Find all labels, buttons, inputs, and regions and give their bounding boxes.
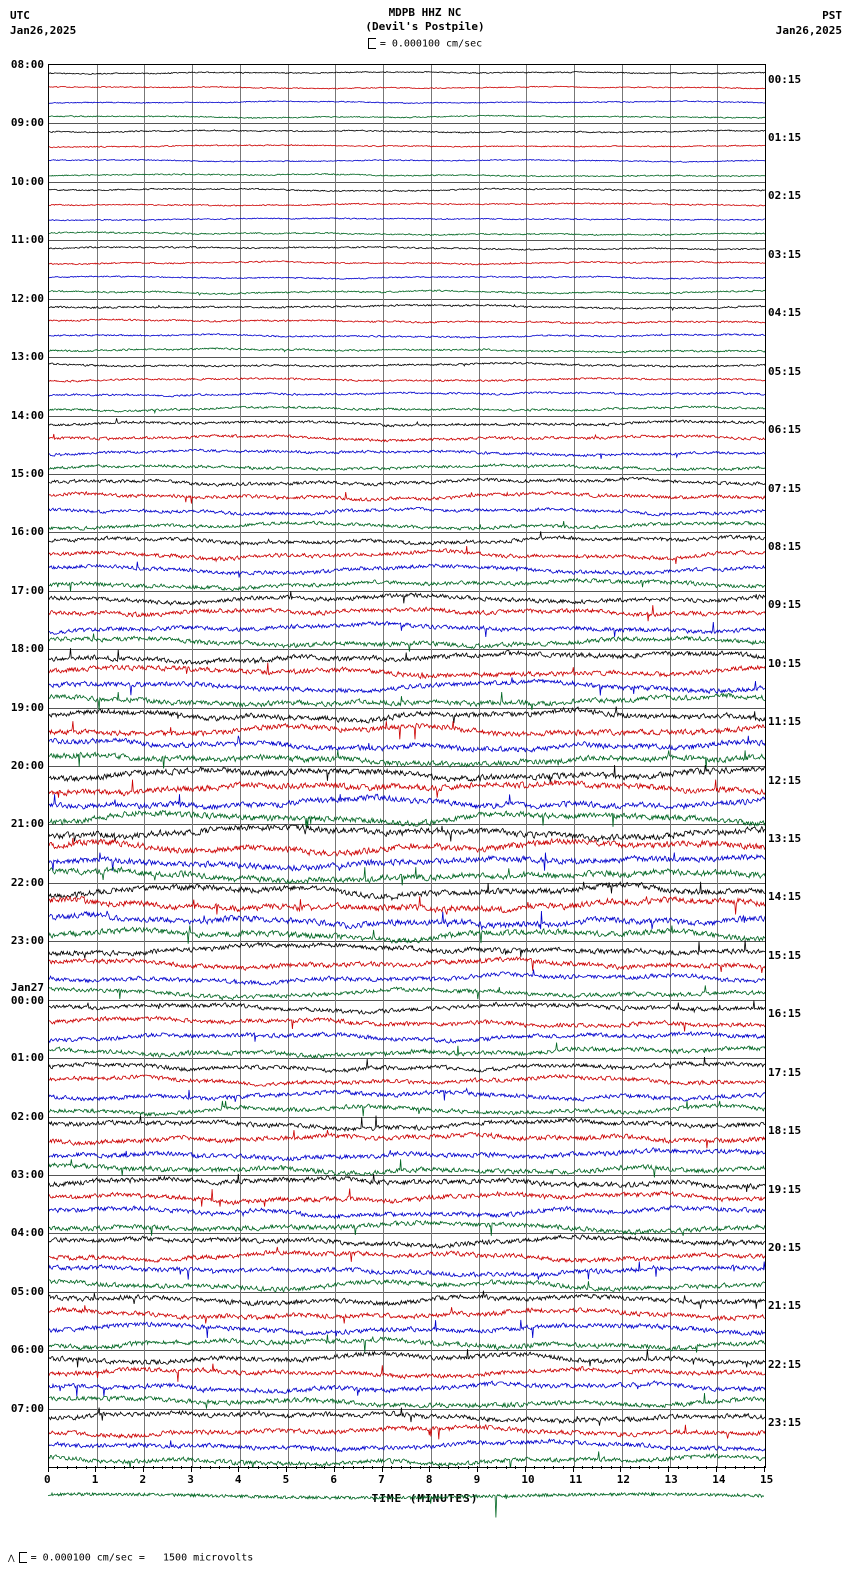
trace-row [49,780,765,798]
x-axis-tick [238,1466,239,1472]
y-axis-label-right: 22:15 [768,1357,802,1371]
y-axis-label-right: 11:15 [768,715,802,729]
y-axis-label-left: 00:00 [10,993,44,1007]
trace-row [49,579,765,592]
trace-row [49,1247,765,1262]
y-axis-label-left: 11:00 [10,233,44,247]
x-axis-tick-label: 2 [139,1473,147,1486]
header-right-timezone-block [776,8,842,38]
chart-header [0,0,850,60]
x-axis-minor-tick [563,1466,564,1469]
x-axis-tick [764,1466,765,1472]
trace-row [49,492,765,504]
y-axis-label-right: 08:15 [768,539,802,553]
y-axis-label-right: 05:15 [768,364,802,378]
trace-row [49,276,765,279]
y-axis-label-right: 01:15 [768,131,802,145]
x-axis-minor-tick [401,1466,402,1469]
trace-row [49,1206,765,1219]
trace-row [49,1159,765,1177]
x-axis-minor-tick [153,1466,154,1469]
x-axis-tick-label: 13 [664,1473,678,1486]
trace-row [49,1016,765,1031]
trace-row [49,130,765,133]
x-axis-tick-label: 10 [521,1473,535,1486]
trace-row [49,663,765,679]
y-axis-label-left: 01:00 [10,1051,44,1065]
trace-row [49,882,765,900]
trace-row [49,794,765,809]
y-axis-label-right: 21:15 [768,1299,802,1313]
trace-row [49,531,765,545]
trace-row [49,622,765,638]
y-axis-label-left: 13:00 [10,350,44,364]
trace-row [49,750,765,768]
x-axis-minor-tick [114,1466,115,1469]
y-axis-label-right: 14:15 [768,890,802,904]
footer-micro-symbol: ⋀ [8,1553,15,1563]
y-axis-label-right: 17:15 [768,1065,802,1079]
trace-row [49,911,765,929]
y-axis-label-left: 02:00 [10,1109,44,1123]
y-axis-label-right: 00:15 [768,72,802,86]
trace-row [49,507,765,516]
trace-row [49,1262,765,1280]
y-axis-label-right: 10:15 [768,656,802,670]
trace-row [49,1057,765,1072]
x-axis-minor-tick [172,1466,173,1469]
x-axis-minor-tick [725,1466,726,1469]
x-axis-minor-tick [639,1466,640,1469]
x-axis-tick [525,1466,526,1472]
x-axis-tick [382,1466,383,1472]
x-axis-minor-tick [649,1466,650,1469]
trace-row [49,605,765,621]
x-axis-minor-tick [324,1466,325,1469]
x-axis-minor-tick [200,1466,201,1469]
header-title-block [0,6,850,34]
helicorder-traces [49,65,765,1467]
y-axis-label-right: 18:15 [768,1124,802,1138]
trace-row [49,434,765,442]
x-axis-minor-tick [391,1466,392,1469]
trace-row [49,707,765,724]
page-subtitle: (Devil's Postpile) [365,20,485,33]
y-axis-label-left: 03:00 [10,1167,44,1181]
scale-label: = 0.000100 cm/sec [379,38,483,50]
trace-row [49,985,765,999]
x-axis-minor-tick [343,1466,344,1469]
trace-row [49,838,765,856]
trace-row [49,1189,765,1207]
trace-row [49,188,765,192]
x-axis-tick [429,1466,430,1472]
x-axis-minor-tick [630,1466,631,1469]
trace-row [49,334,765,339]
trace-row [49,418,765,427]
header-left-timezone: UTC [10,9,30,22]
y-axis-label-left: 05:00 [10,1284,44,1298]
y-axis-label-left: 16:00 [10,525,44,539]
x-axis-minor-tick [353,1466,354,1469]
trace-row [49,1439,765,1451]
y-axis-label-left: 14:00 [10,408,44,422]
trace-row [49,957,765,973]
trace-row [49,853,765,871]
x-axis-minor-tick [420,1466,421,1469]
x-axis-tick-label: 7 [378,1473,385,1486]
header-right-date: Jan26,2025 [775,24,842,37]
trace-row [49,1349,765,1367]
x-axis-tick [334,1466,335,1472]
x-axis-minor-tick [553,1466,554,1469]
trace-row [49,115,765,118]
x-axis-tick [143,1466,144,1472]
x-axis-tick-label: 11 [569,1473,583,1486]
y-axis-label-left: 12:00 [10,291,44,305]
x-axis-tick-label: 0 [44,1473,51,1486]
trace-row [49,1001,765,1014]
x-axis-minor-tick [706,1466,707,1469]
trace-row [49,867,765,885]
x-axis-minor-tick [592,1466,593,1469]
trace-row [49,1235,765,1248]
x-axis-tick-label: 8 [425,1473,433,1486]
x-axis-minor-tick [410,1466,411,1469]
y-axis-label-left: 06:00 [10,1343,44,1357]
page-title: MDPB HHZ NC [388,6,462,19]
trace-row [49,449,765,459]
trace-row [49,1043,765,1058]
x-axis-minor-tick [277,1466,278,1469]
trace-row [49,1393,765,1409]
x-axis-minor-tick [267,1466,268,1469]
x-axis-minor-tick [496,1466,497,1469]
x-axis-minor-tick [754,1466,755,1469]
x-axis-tick [191,1466,192,1472]
trace-row [49,896,765,914]
x-axis-minor-tick [506,1466,507,1469]
trace-row [49,1101,765,1116]
trace-row [49,348,765,353]
x-axis-minor-tick [544,1466,545,1469]
trace-row [49,1280,765,1292]
y-axis-label-left: 21:00 [10,817,44,831]
trace-row [49,159,765,162]
y-axis-label-right: 02:15 [768,189,802,203]
trace-row [49,1320,765,1338]
x-axis-minor-tick [181,1466,182,1469]
x-axis-minor-tick [468,1466,469,1469]
x-axis-tick [716,1466,717,1472]
y-axis-label-left: 08:00 [10,58,44,71]
x-axis-tick [620,1466,621,1472]
trace-row [49,1451,765,1467]
y-axis-label-left: 17:00 [10,583,44,597]
y-axis-label-right: 19:15 [768,1182,802,1196]
x-axis-minor-tick [658,1466,659,1469]
trace-row [49,677,765,695]
y-axis-label-left-date: Jan27 [10,980,44,994]
x-axis-minor-tick [162,1466,163,1469]
x-axis-tick [573,1466,574,1472]
trace-row [49,648,765,664]
x-axis-minor-tick [124,1466,125,1469]
x-axis-minor-tick [67,1466,68,1469]
trace-row [49,1130,765,1148]
trace-row [49,1425,765,1440]
x-axis-minor-tick [229,1466,230,1469]
footer-scale-suffix: 1500 microvolts [163,1552,254,1564]
trace-row [49,1335,765,1353]
helicorder-plot [48,64,766,1468]
trace-row [49,1364,765,1382]
trace-row [49,1032,765,1043]
x-axis-tick-label: 3 [187,1473,194,1486]
trace-row [49,218,765,221]
header-left-date: Jan26,2025 [10,24,77,37]
trace-row [49,825,765,842]
trace-row [49,546,765,564]
trace-row [49,319,765,324]
x-axis-tick [668,1466,669,1472]
y-axis-label-left: 23:00 [10,934,44,948]
y-axis-label-right: 13:15 [768,832,802,846]
x-axis-tick-label: 1 [91,1473,99,1486]
trace-row [49,591,765,605]
trace-row [49,562,765,578]
overflow-trace [48,1488,764,1534]
x-axis-minor-tick [601,1466,602,1469]
trace-row [49,261,765,265]
y-axis-label-left: 18:00 [10,642,44,656]
trace-row [49,232,765,236]
x-axis-minor-tick [697,1466,698,1469]
y-axis-label-right: 20:15 [768,1240,802,1254]
y-axis-label-right: 07:15 [768,481,802,495]
y-axis-label-right: 12:15 [768,773,802,787]
y-axis-label-right: 23:15 [768,1416,802,1430]
x-axis-minor-tick [305,1466,306,1469]
x-axis-tick-label: 15 [760,1473,774,1486]
x-axis-minor-tick [133,1466,134,1469]
x-axis-minor-tick [315,1466,316,1469]
x-axis-minor-tick [76,1466,77,1469]
trace-row [49,406,765,413]
x-axis-minor-tick [258,1466,259,1469]
y-axis-label-left: 22:00 [10,875,44,889]
trace-row [49,521,765,530]
x-axis-minor-tick [582,1466,583,1469]
x-axis-tick-label: 5 [282,1473,290,1486]
trace-row [49,378,765,383]
trace-row [49,173,765,176]
x-axis-tick-label: 12 [616,1473,631,1486]
trace-row [49,736,765,752]
x-axis-minor-tick [248,1466,249,1469]
x-axis-tick [48,1466,49,1472]
x-axis-tick-label: 14 [712,1473,726,1486]
x-axis-tick [477,1466,478,1472]
trace-row [49,145,765,148]
y-axis-label-left: 09:00 [10,116,44,130]
scale-bar-icon [368,38,376,49]
x-axis-minor-tick [735,1466,736,1469]
footer-scale-note [8,1552,253,1564]
trace-row [49,1174,765,1192]
x-axis-minor-tick [372,1466,373,1469]
x-axis-tick-label: 9 [473,1473,481,1486]
trace-row [49,290,765,295]
trace-row [49,86,765,89]
x-axis-minor-tick [439,1466,440,1469]
trace-row [49,926,765,944]
x-axis-title: TIME (MINUTES) [371,1492,479,1505]
trace-row [49,1089,765,1102]
x-axis-tick [95,1466,96,1472]
x-axis-minor-tick [210,1466,211,1469]
trace-row [49,1305,765,1323]
y-axis-label-right: 04:15 [768,306,802,320]
x-axis-minor-tick [219,1466,220,1469]
y-axis-label-left: 10:00 [10,174,44,188]
y-axis-label-right: 06:15 [768,423,802,437]
x-axis-minor-tick [744,1466,745,1469]
trace-row [49,692,765,710]
trace-row [49,634,765,652]
x-axis-minor-tick [687,1466,688,1469]
x-axis-minor-tick [57,1466,58,1469]
trace-row [49,362,765,367]
trace-row [49,392,765,397]
y-axis-label-left: 20:00 [10,759,44,772]
trace-row [49,304,765,310]
y-axis-label-right: 15:15 [768,948,802,962]
trace-row [49,203,765,206]
y-axis-label-left: 15:00 [10,466,44,480]
x-axis-minor-tick [448,1466,449,1469]
x-axis-minor-tick [458,1466,459,1469]
trace-row [49,721,765,739]
x-axis-minor-tick [515,1466,516,1469]
trace-row [49,1381,765,1397]
trace-row [49,1075,765,1087]
x-axis-minor-tick [105,1466,106,1469]
y-axis-label-left: 19:00 [10,700,44,714]
x-axis-minor-tick [611,1466,612,1469]
trace-row [49,1291,765,1309]
y-axis-label-right: 09:15 [768,598,802,612]
x-axis-minor-tick [86,1466,87,1469]
x-axis-minor-tick [296,1466,297,1469]
trace-row [49,1148,765,1161]
trace-row [49,101,765,104]
trace-row [49,477,765,486]
y-axis-label-left: 04:00 [10,1226,44,1240]
trace-row [49,464,765,471]
footer-scale-prefix: = 0.000100 cm/sec = [30,1552,145,1564]
y-axis-label-right: 16:15 [768,1007,802,1021]
x-axis-tick-label: 6 [330,1473,338,1486]
trace-row [49,71,765,74]
y-axis-label-left: 07:00 [10,1401,44,1415]
trace-row [49,765,765,783]
scale-indicator [0,38,850,50]
header-right-timezone: PST [822,9,842,22]
y-axis-label-right: 03:15 [768,247,802,261]
x-axis-minor-tick [534,1466,535,1469]
trace-row [49,969,765,985]
x-axis-minor-tick [487,1466,488,1469]
x-axis-minor-tick [363,1466,364,1469]
x-axis-tick-label: 4 [234,1473,242,1486]
trace-row [49,940,765,958]
footer-scale-bar-icon [19,1552,27,1563]
trace-row [49,1408,765,1426]
trace-row [49,247,765,251]
x-axis-minor-tick [678,1466,679,1469]
x-axis-tick [286,1466,287,1472]
